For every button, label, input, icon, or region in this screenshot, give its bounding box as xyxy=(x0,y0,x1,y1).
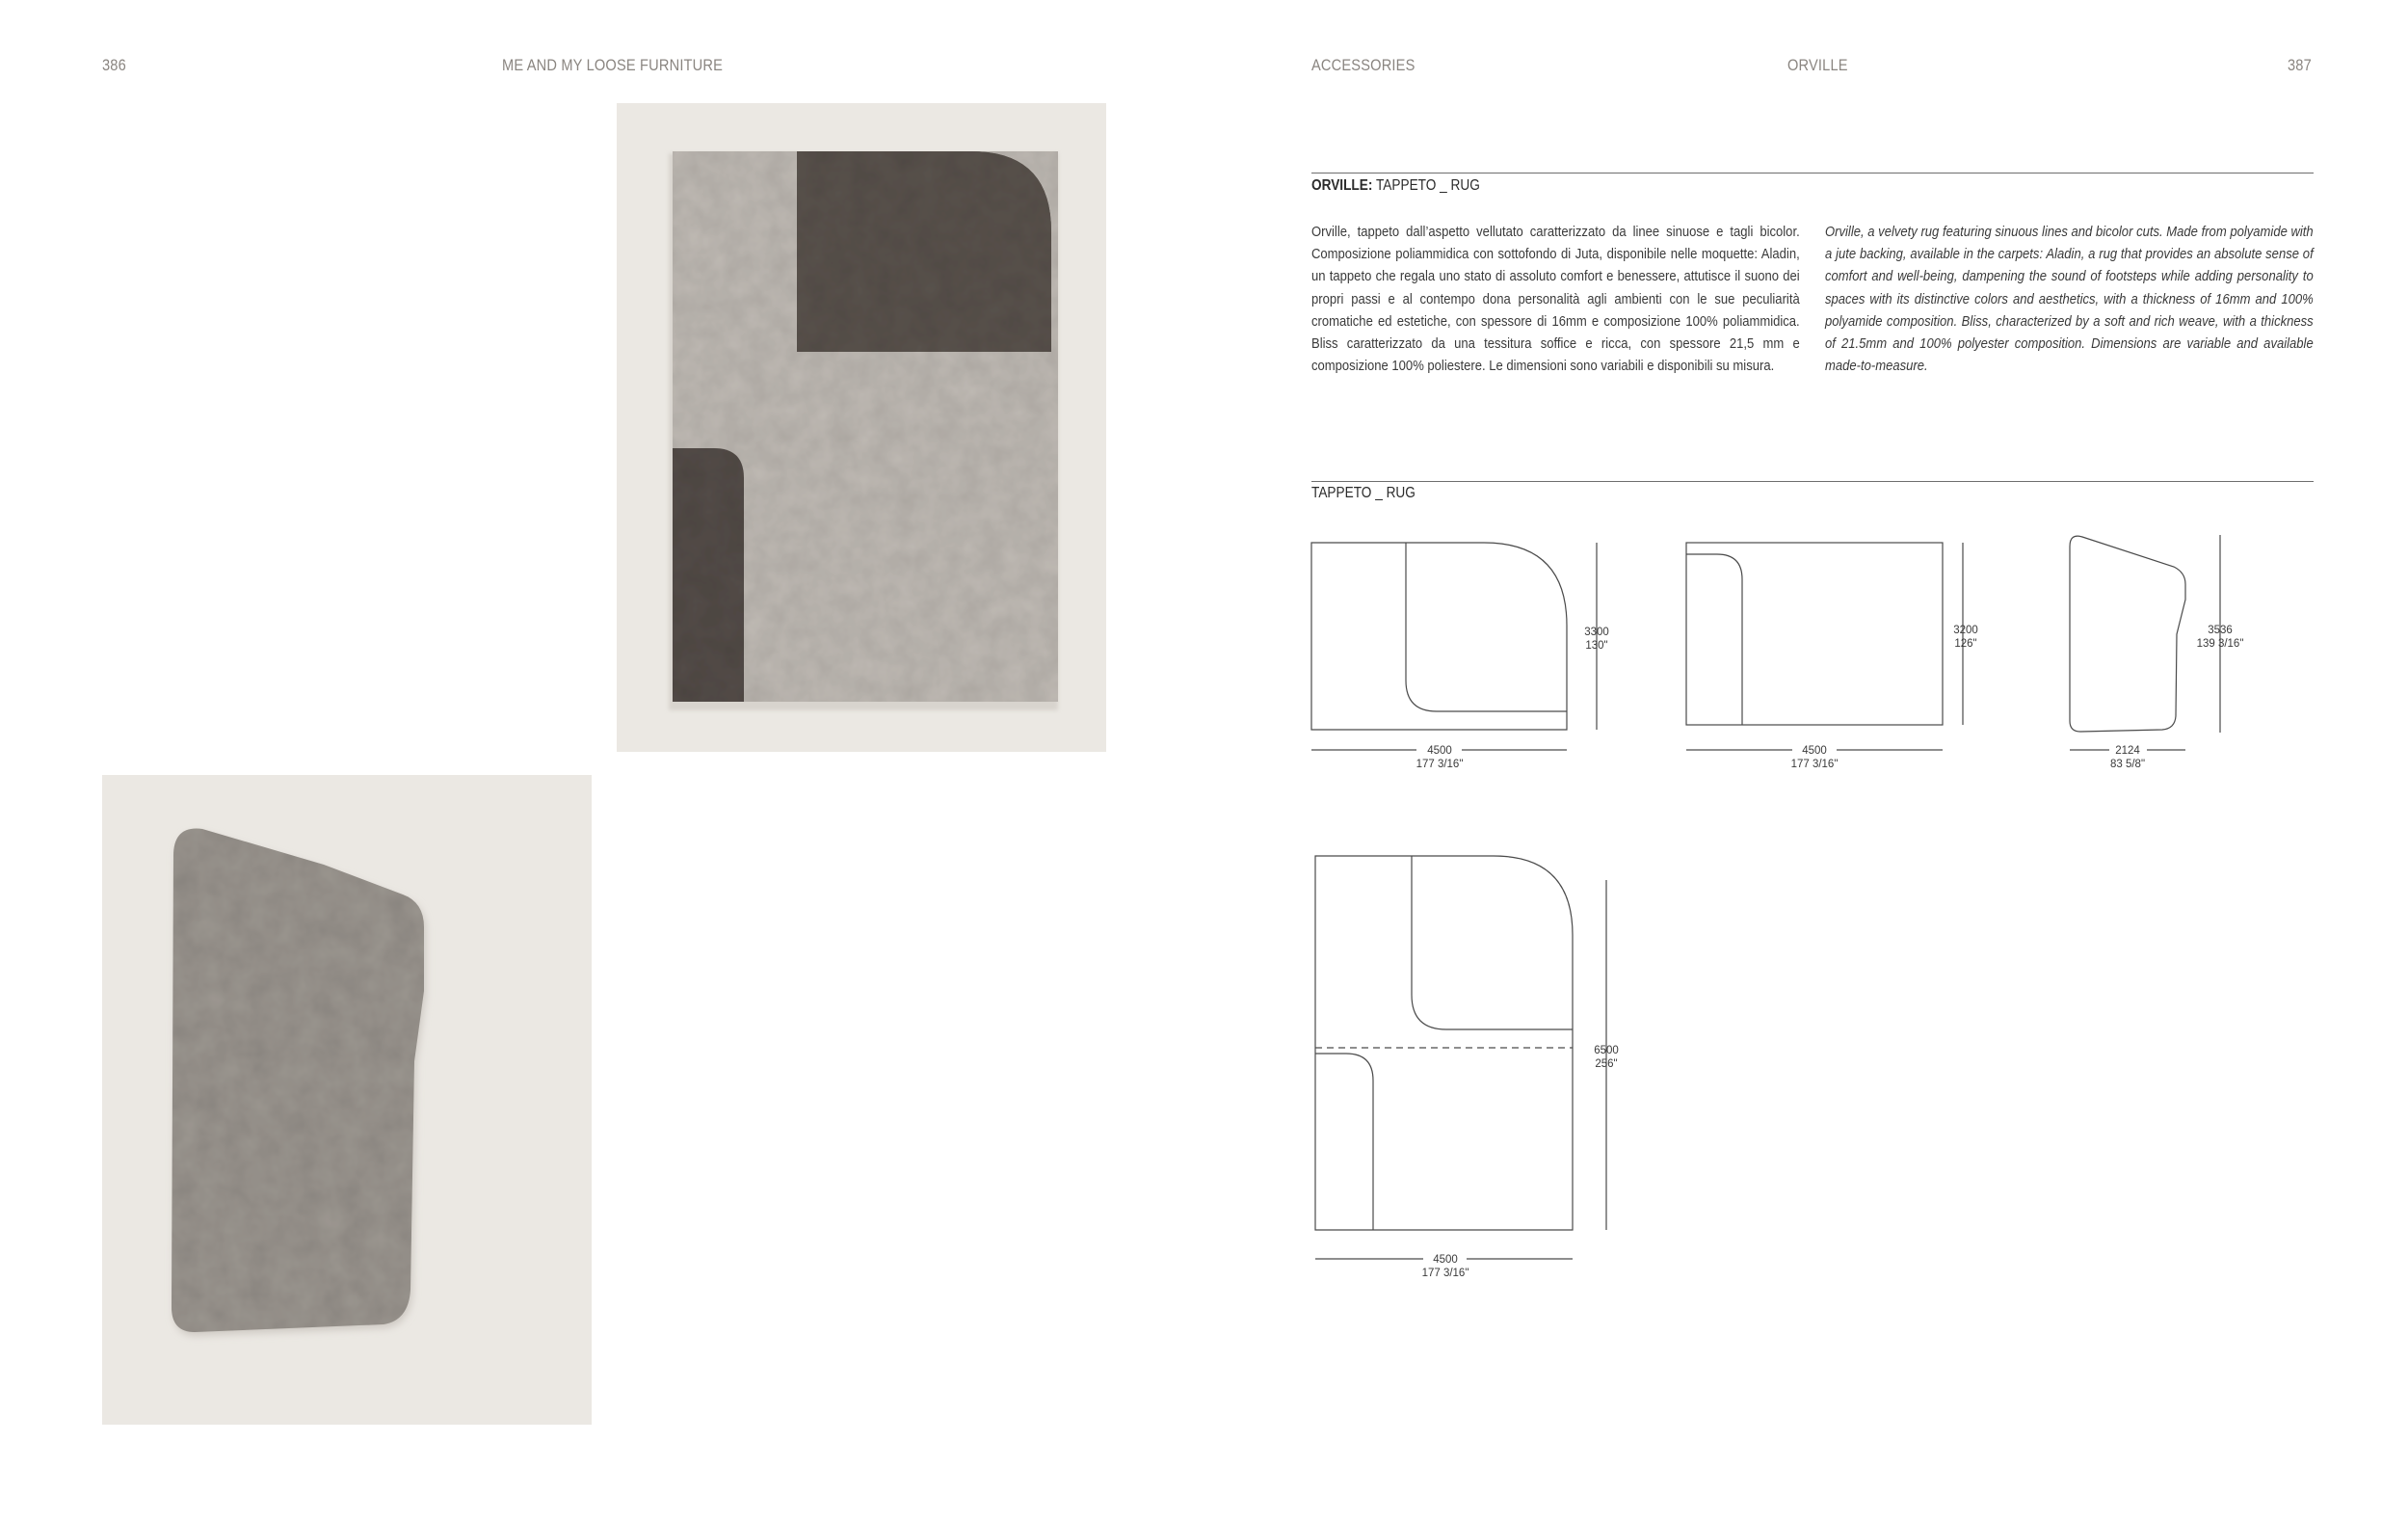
drawings-rule xyxy=(1311,481,2314,482)
product-title-name: ORVILLE: xyxy=(1311,177,1373,194)
product-title-type: TAPPETO _ RUG xyxy=(1372,177,1480,194)
rug-2-width-in: 177 3/16" xyxy=(1790,759,1839,770)
drawings-title: TAPPETO _ RUG xyxy=(1311,485,1416,501)
product-title xyxy=(1311,177,1480,195)
left-page-number: 386 xyxy=(102,56,126,74)
title-rule xyxy=(1311,173,2314,174)
rug-3-drawing xyxy=(2070,535,2220,750)
rug-1-drawing xyxy=(1311,543,1597,750)
rug-2-drawing xyxy=(1686,543,1963,750)
rug-3-height-mm: 3536 xyxy=(2208,625,2233,636)
right-page-number: 387 xyxy=(2288,56,2312,74)
right-running-title: ORVILLE xyxy=(1787,56,1848,74)
rug-2-width-mm: 4500 xyxy=(1802,745,1827,757)
rug-3-width-mm: 2124 xyxy=(2115,745,2140,757)
rug-4-width-mm: 4500 xyxy=(1433,1254,1458,1266)
rug-photo-grey-shape xyxy=(102,775,592,1425)
description-italian: Orville, tappeto dall’aspetto vellutato caratterizzato da linee sinuose e tagli bicolor. Composizione poliammidica con sottofondo di Juta, disponibile nelle moquette: Aladin, un tappeto che regala uno stato di assoluto comfort e benessere, attutisce il suono dei propri passi e al contempo dona personalità agli ambienti con le sue peculiarità cromatiche ed estetiche, con spessore di 16mm e composizione 100% poliammidica. Bliss caratterizzato da una tessitura soffice e ricca, con spessore 21,5 mm e composizione 100% poliestere. Le dimensioni sono variabili e disponibili su misura. xyxy=(1311,225,1800,375)
rug-1-width-in: 177 3/16" xyxy=(1416,759,1464,770)
rug-photo-bicolor xyxy=(617,103,1106,752)
description-english: Orville, a velvety rug featuring sinuous lines and bicolor cuts. Made from polyamide with a jute backing, available in the carpets: Aladin, a rug that provides an absolute sense of comfort and well-being, dampening the sound of footsteps while adding personality to spaces with its distinctive colors and aesthetics, with a thickness of 16mm and 100% polyamide composition. Bliss, characterized by a soft and rich weave, with a thickness of 21.5mm and 100% polyester composition. Dimensions are variable and available made-to-measure. xyxy=(1825,225,2314,375)
rug-4-height-mm: 6500 xyxy=(1594,1045,1619,1056)
rug-4-drawing xyxy=(1315,856,1606,1259)
rug-2-height-mm: 3200 xyxy=(1953,625,1978,636)
left-running-title: ME AND MY LOOSE FURNITURE xyxy=(502,56,724,74)
rug-1-width-mm: 4500 xyxy=(1427,745,1452,757)
right-section-label: ACCESSORIES xyxy=(1311,56,1416,74)
rug-1-height-in: 130" xyxy=(1585,640,1608,652)
rug-1-height-mm: 3300 xyxy=(1584,627,1609,638)
rug-2-height-in: 126" xyxy=(1954,638,1977,650)
rug-4-width-in: 177 3/16" xyxy=(1421,1268,1469,1279)
rug-3-height-in: 139 3/16" xyxy=(2196,638,2244,650)
rug-3-width-in: 83 5/8" xyxy=(2109,759,2146,770)
rug-4-height-in: 256" xyxy=(1595,1058,1618,1070)
